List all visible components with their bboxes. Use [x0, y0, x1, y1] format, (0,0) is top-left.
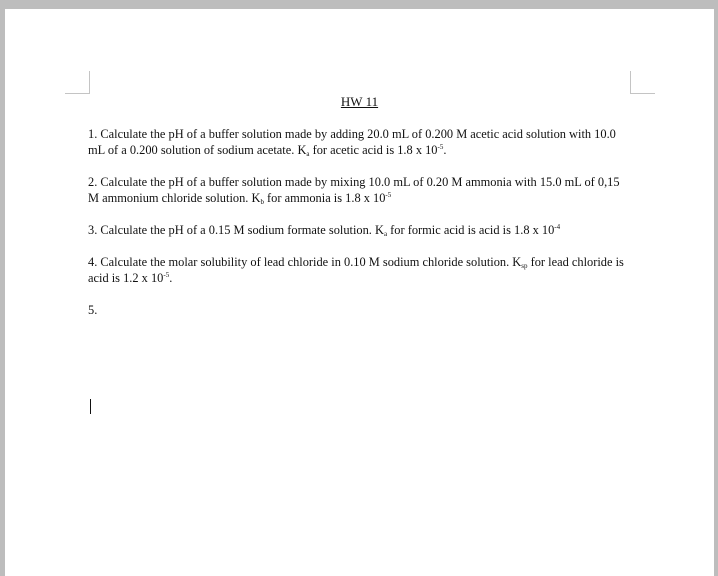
question-2: 2. Calculate the pH of a buffer solution made by mixing 10.0 mL of 0.20 M ammonia with 15.0 mL of 0,15 M ammonium chloride solution. $K_b$ for ammonia is 1.8 x $10^{-5}$	[88, 175, 620, 206]
question-3: 3. Calculate the pH of a 0.15 M sodium formate solution. $K_a$ for formic acid is acid is 1.8 x $10^{-4}$	[88, 223, 561, 238]
document-title: HW 11	[340, 94, 379, 109]
page-corner-mark-left	[65, 71, 90, 94]
question-5: 5.	[88, 303, 98, 317]
page-corner-mark-right	[630, 71, 655, 94]
question-1: 1. Calculate the pH of a buffer solution made by adding 20.0 mL of 0.200 M acetic acid solution with 10.0 mL of a 0.200 solution of sodium acetate. $K_a$ for acetic acid is 1.8 x $10^{-5}$.	[88, 127, 616, 158]
document-page[interactable]	[5, 9, 714, 576]
question-4: 4. Calculate the molar solubility of lead chloride in 0.10 M sodium chloride solution. $K_{sp}$ for lead chloride is acid is 1.2 x $10^{-5}$.	[88, 255, 624, 285]
text-cursor	[90, 399, 91, 414]
